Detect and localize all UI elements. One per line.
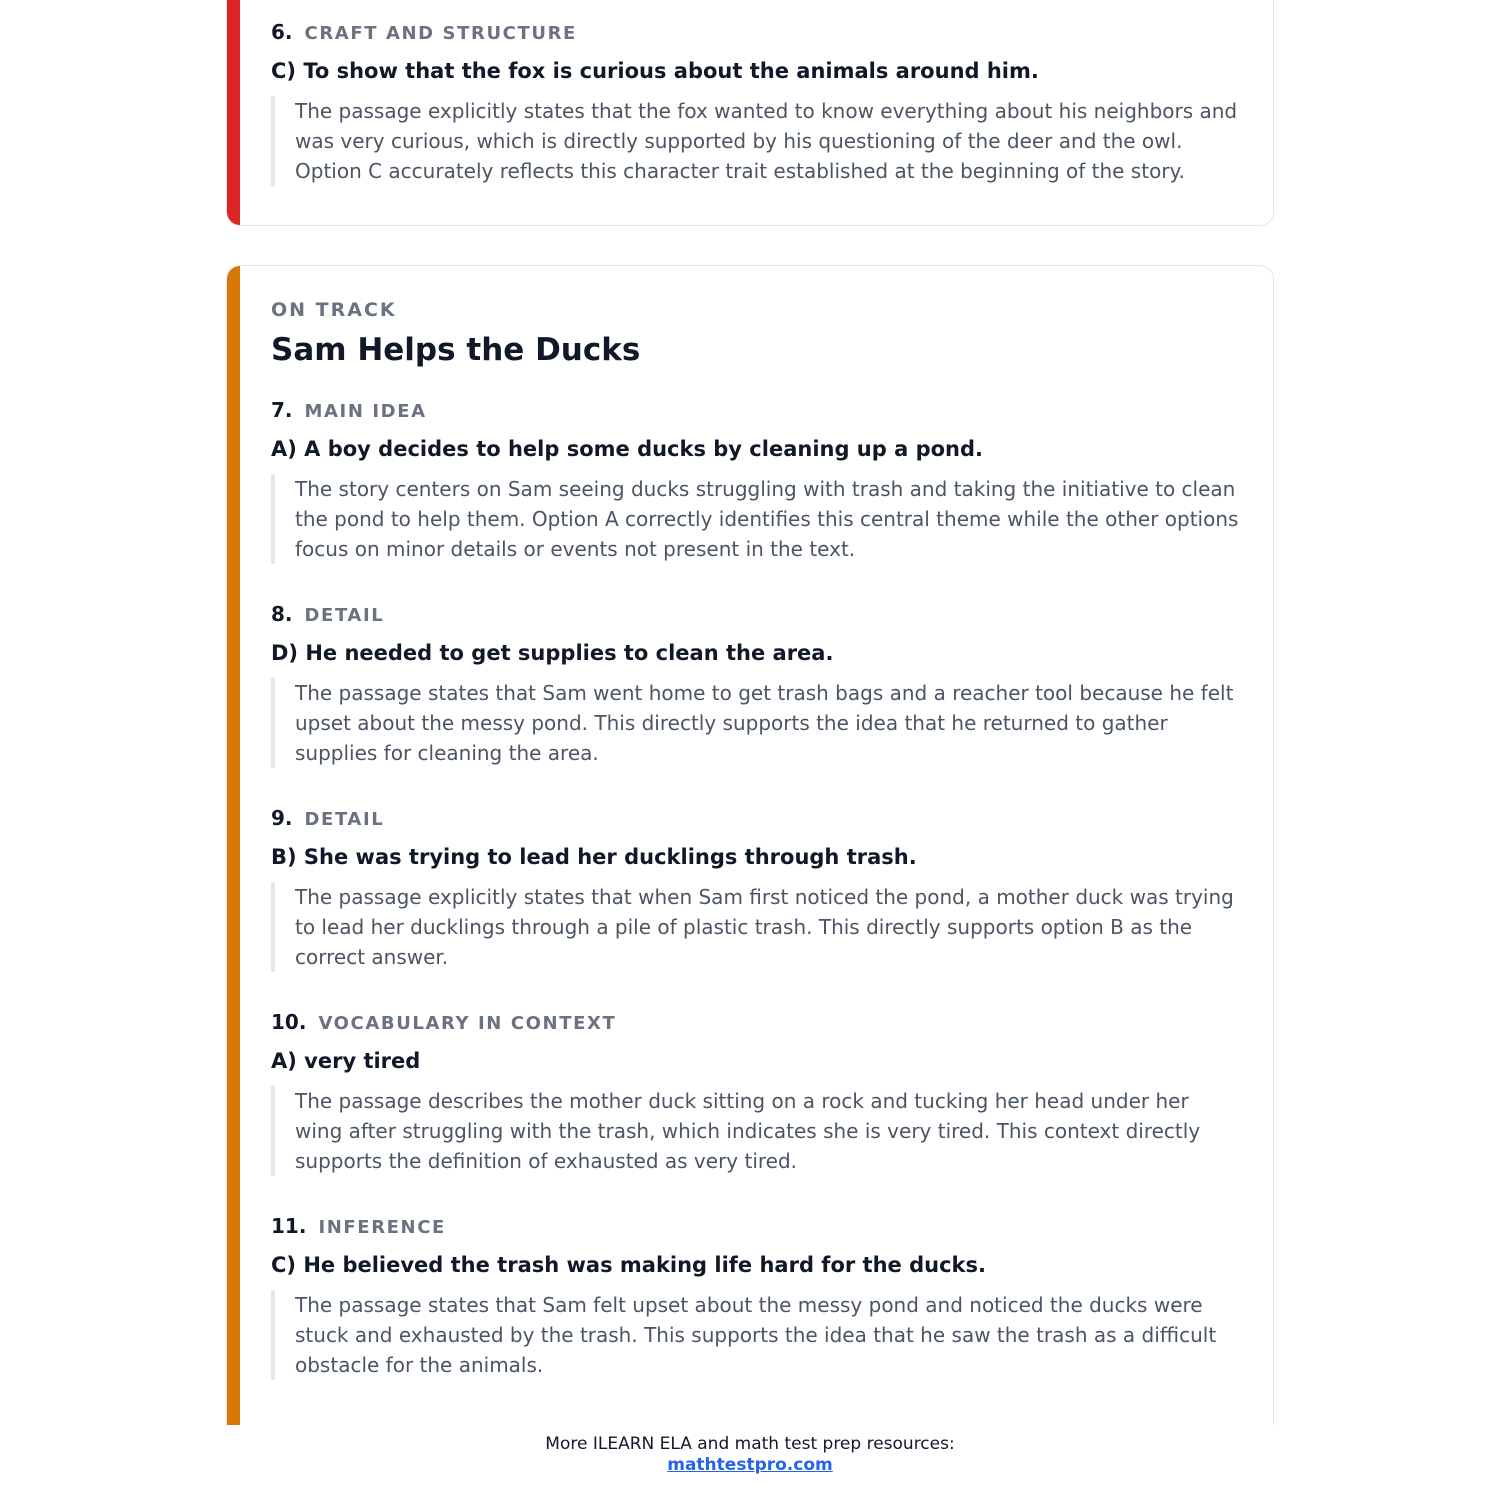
question-item: [271, 396, 1241, 564]
question-category: INFERENCE: [318, 1217, 446, 1238]
correct-answer: B) She was trying to lead her ducklings through trash.: [271, 845, 917, 869]
question-item: [271, 600, 1241, 768]
question-item: [271, 1212, 1241, 1380]
passage-title: Sam Helps the Ducks: [271, 332, 641, 368]
results-card-previous: [226, 0, 1274, 226]
correct-answer: D) He needed to get supplies to clean the area.: [271, 641, 834, 665]
card-accent-bar: [227, 0, 240, 225]
correct-answer: C) To show that the fox is curious about the animals around him.: [271, 59, 1039, 83]
question-number: 8.: [271, 602, 293, 626]
question-category: DETAIL: [304, 605, 385, 626]
results-card-passage: [226, 265, 1274, 1425]
question-category: DETAIL: [304, 809, 385, 830]
footer-text: More ILEARN ELA and math test prep resources:: [545, 1434, 955, 1454]
correct-answer: A) A boy decides to help some ducks by cleaning up a pond.: [271, 437, 984, 461]
card-accent-bar: [227, 266, 240, 1425]
question-item: [271, 18, 1241, 186]
correct-answer: C) He believed the trash was making life hard for the ducks.: [271, 1253, 986, 1277]
question-category: VOCABULARY IN CONTEXT: [318, 1013, 617, 1034]
answer-explanation: The passage states that Sam felt upset about the messy pond and noticed the ducks were stuck and exhausted by the trash. This supports the idea that he saw the trash as a difficult obstacle for the animals.: [271, 1290, 1241, 1380]
performance-status: ON TRACK: [271, 299, 397, 321]
answer-explanation: The passage explicitly states that when Sam first noticed the pond, a mother duck was trying to lead her ducklings through a pile of plastic trash. This directly supports option B as the correct answer.: [271, 882, 1241, 972]
question-number: 6.: [271, 20, 293, 44]
answer-explanation: The passage describes the mother duck sitting on a rock and tucking her head under her wing after struggling with the trash, which indicates she is very tired. This context directly supports the definition of exhausted as very tired.: [271, 1086, 1241, 1176]
question-number: 9.: [271, 806, 293, 830]
correct-answer: A) very tired: [271, 1049, 421, 1073]
answer-explanation: The passage explicitly states that the fox wanted to know everything about his neighbors and was very curious, which is directly supported by his questioning of the deer and the owl. Option C accurately reflects this character trait established at the beginning of the story.: [271, 96, 1241, 186]
question-category: CRAFT AND STRUCTURE: [304, 23, 577, 44]
question-item: [271, 1008, 1241, 1176]
question-number: 11.: [271, 1214, 307, 1238]
question-number: 7.: [271, 398, 293, 422]
question-item: [271, 804, 1241, 972]
answer-explanation: The passage states that Sam went home to get trash bags and a reacher tool because he felt upset about the messy pond. This directly supports the idea that he returned to gather supplies for cleaning the area.: [271, 678, 1241, 768]
footer-link[interactable]: mathtestpro.com: [667, 1455, 833, 1475]
answer-explanation: The story centers on Sam seeing ducks struggling with trash and taking the initiative to clean the pond to help them. Option A correctly identifies this central theme while the other options focus on minor details or events not present in the text.: [271, 474, 1241, 564]
question-category: MAIN IDEA: [304, 401, 427, 422]
question-number: 10.: [271, 1010, 307, 1034]
page-footer: [0, 1434, 1500, 1476]
